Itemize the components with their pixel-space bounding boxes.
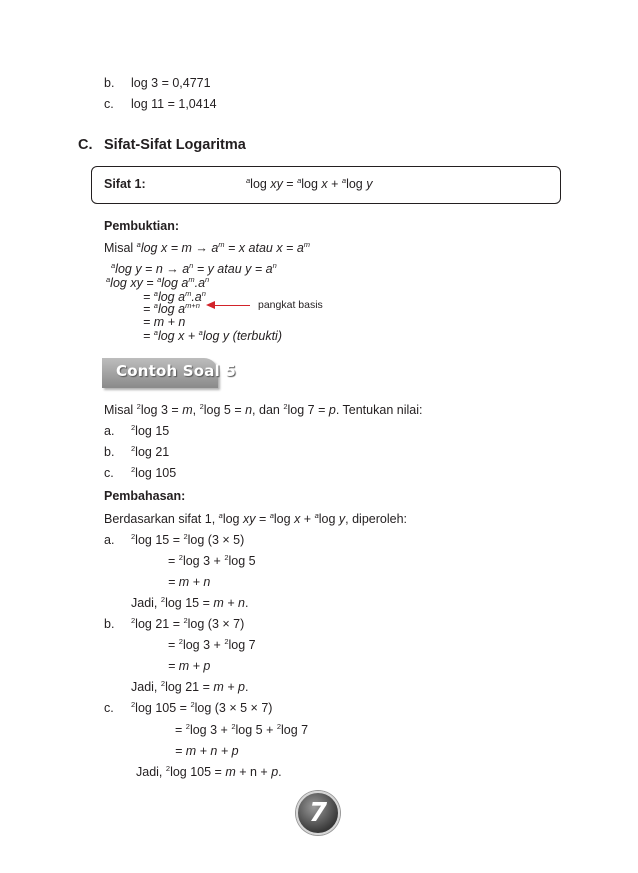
solution-conclusion: Jadi, $^2$log 105 = m + n + p. — [136, 764, 282, 779]
proof-heading: Pembuktian: — [104, 219, 180, 233]
solution-conclusion: Jadi, $^2$log 15 = m + n. — [131, 595, 249, 610]
solution-line: = $^2$log 3 + $^2$log 7 — [168, 637, 256, 652]
solution-line: = m + n + p — [175, 744, 239, 758]
list-item: log 3 = 0,4771 — [131, 76, 211, 90]
list-marker: c. — [104, 701, 114, 715]
arrow-line — [214, 305, 250, 306]
list-item: $^2$log 21 — [131, 444, 170, 459]
solution-line: $^2$log 21 = $^2$log (3 × 7) — [131, 616, 245, 631]
proof-line: = m + n — [143, 315, 186, 329]
list-item: log 11 = 1,0414 — [131, 97, 217, 111]
solution-heading: Pembahasan: — [104, 489, 186, 503]
list-marker: a. — [104, 424, 115, 438]
list-marker: c. — [104, 97, 114, 111]
problem-intro: Misal $^2$log 3 = m, $^2$log 5 = n, dan $^2$log 7 = p. Tentukan nilai: — [104, 402, 423, 417]
solution-line: = m + n — [168, 575, 211, 589]
section-title: Sifat-Sifat Logaritma — [104, 137, 246, 153]
list-marker: b. — [104, 445, 115, 459]
proof-line: Misal $^a$log $x = m \to a^m = x$ atau $x = a^m$ — [104, 240, 311, 255]
list-marker: a. — [104, 533, 115, 547]
solution-intro: Berdasarkan sifat 1, $^a$log xy = $^a$log x + $^a$log y, diperoleh: — [104, 511, 407, 526]
solution-line: = $^2$log 3 + $^2$log 5 — [168, 553, 256, 568]
list-marker: c. — [104, 466, 114, 480]
annotation: pangkat basis — [258, 299, 323, 311]
sifat-label: Sifat 1: — [104, 177, 146, 191]
solution-line: $^2$log 15 = $^2$log (3 × 5) — [131, 532, 245, 547]
proof-line: = $^a$log x + $^a$log y (terbukti) — [143, 328, 282, 343]
list-item: $^2$log 15 — [131, 423, 170, 438]
page-number: 7 — [296, 791, 340, 835]
proof-line: = $^a$log $a^{m+n}$ — [143, 301, 200, 316]
list-item: $^2$log 105 — [131, 465, 177, 480]
section-marker: C. — [78, 137, 93, 153]
solution-line: = m + p — [168, 659, 211, 673]
proof-line: $^a$log xy = $^a$log $a^m.a^n$ — [106, 275, 210, 290]
proof-line: = $^a$log $a^m.a^n$ — [143, 289, 206, 304]
example-banner-label: Contoh Soal 5 — [116, 362, 236, 380]
solution-conclusion: Jadi, $^2$log 21 = m + p. — [131, 679, 249, 694]
sifat-formula: $^a$log xy = $^a$log x + $^a$log y — [246, 176, 373, 191]
list-marker: b. — [104, 617, 115, 631]
list-marker: b. — [104, 76, 115, 90]
solution-line: $^2$log 105 = $^2$log (3 × 5 × 7) — [131, 700, 273, 715]
solution-line: = $^2$log 3 + $^2$log 5 + $^2$log 7 — [175, 722, 309, 737]
proof-line: $^a$log $y = n \to a^n = y$ atau $y = a^n$ — [111, 261, 277, 276]
